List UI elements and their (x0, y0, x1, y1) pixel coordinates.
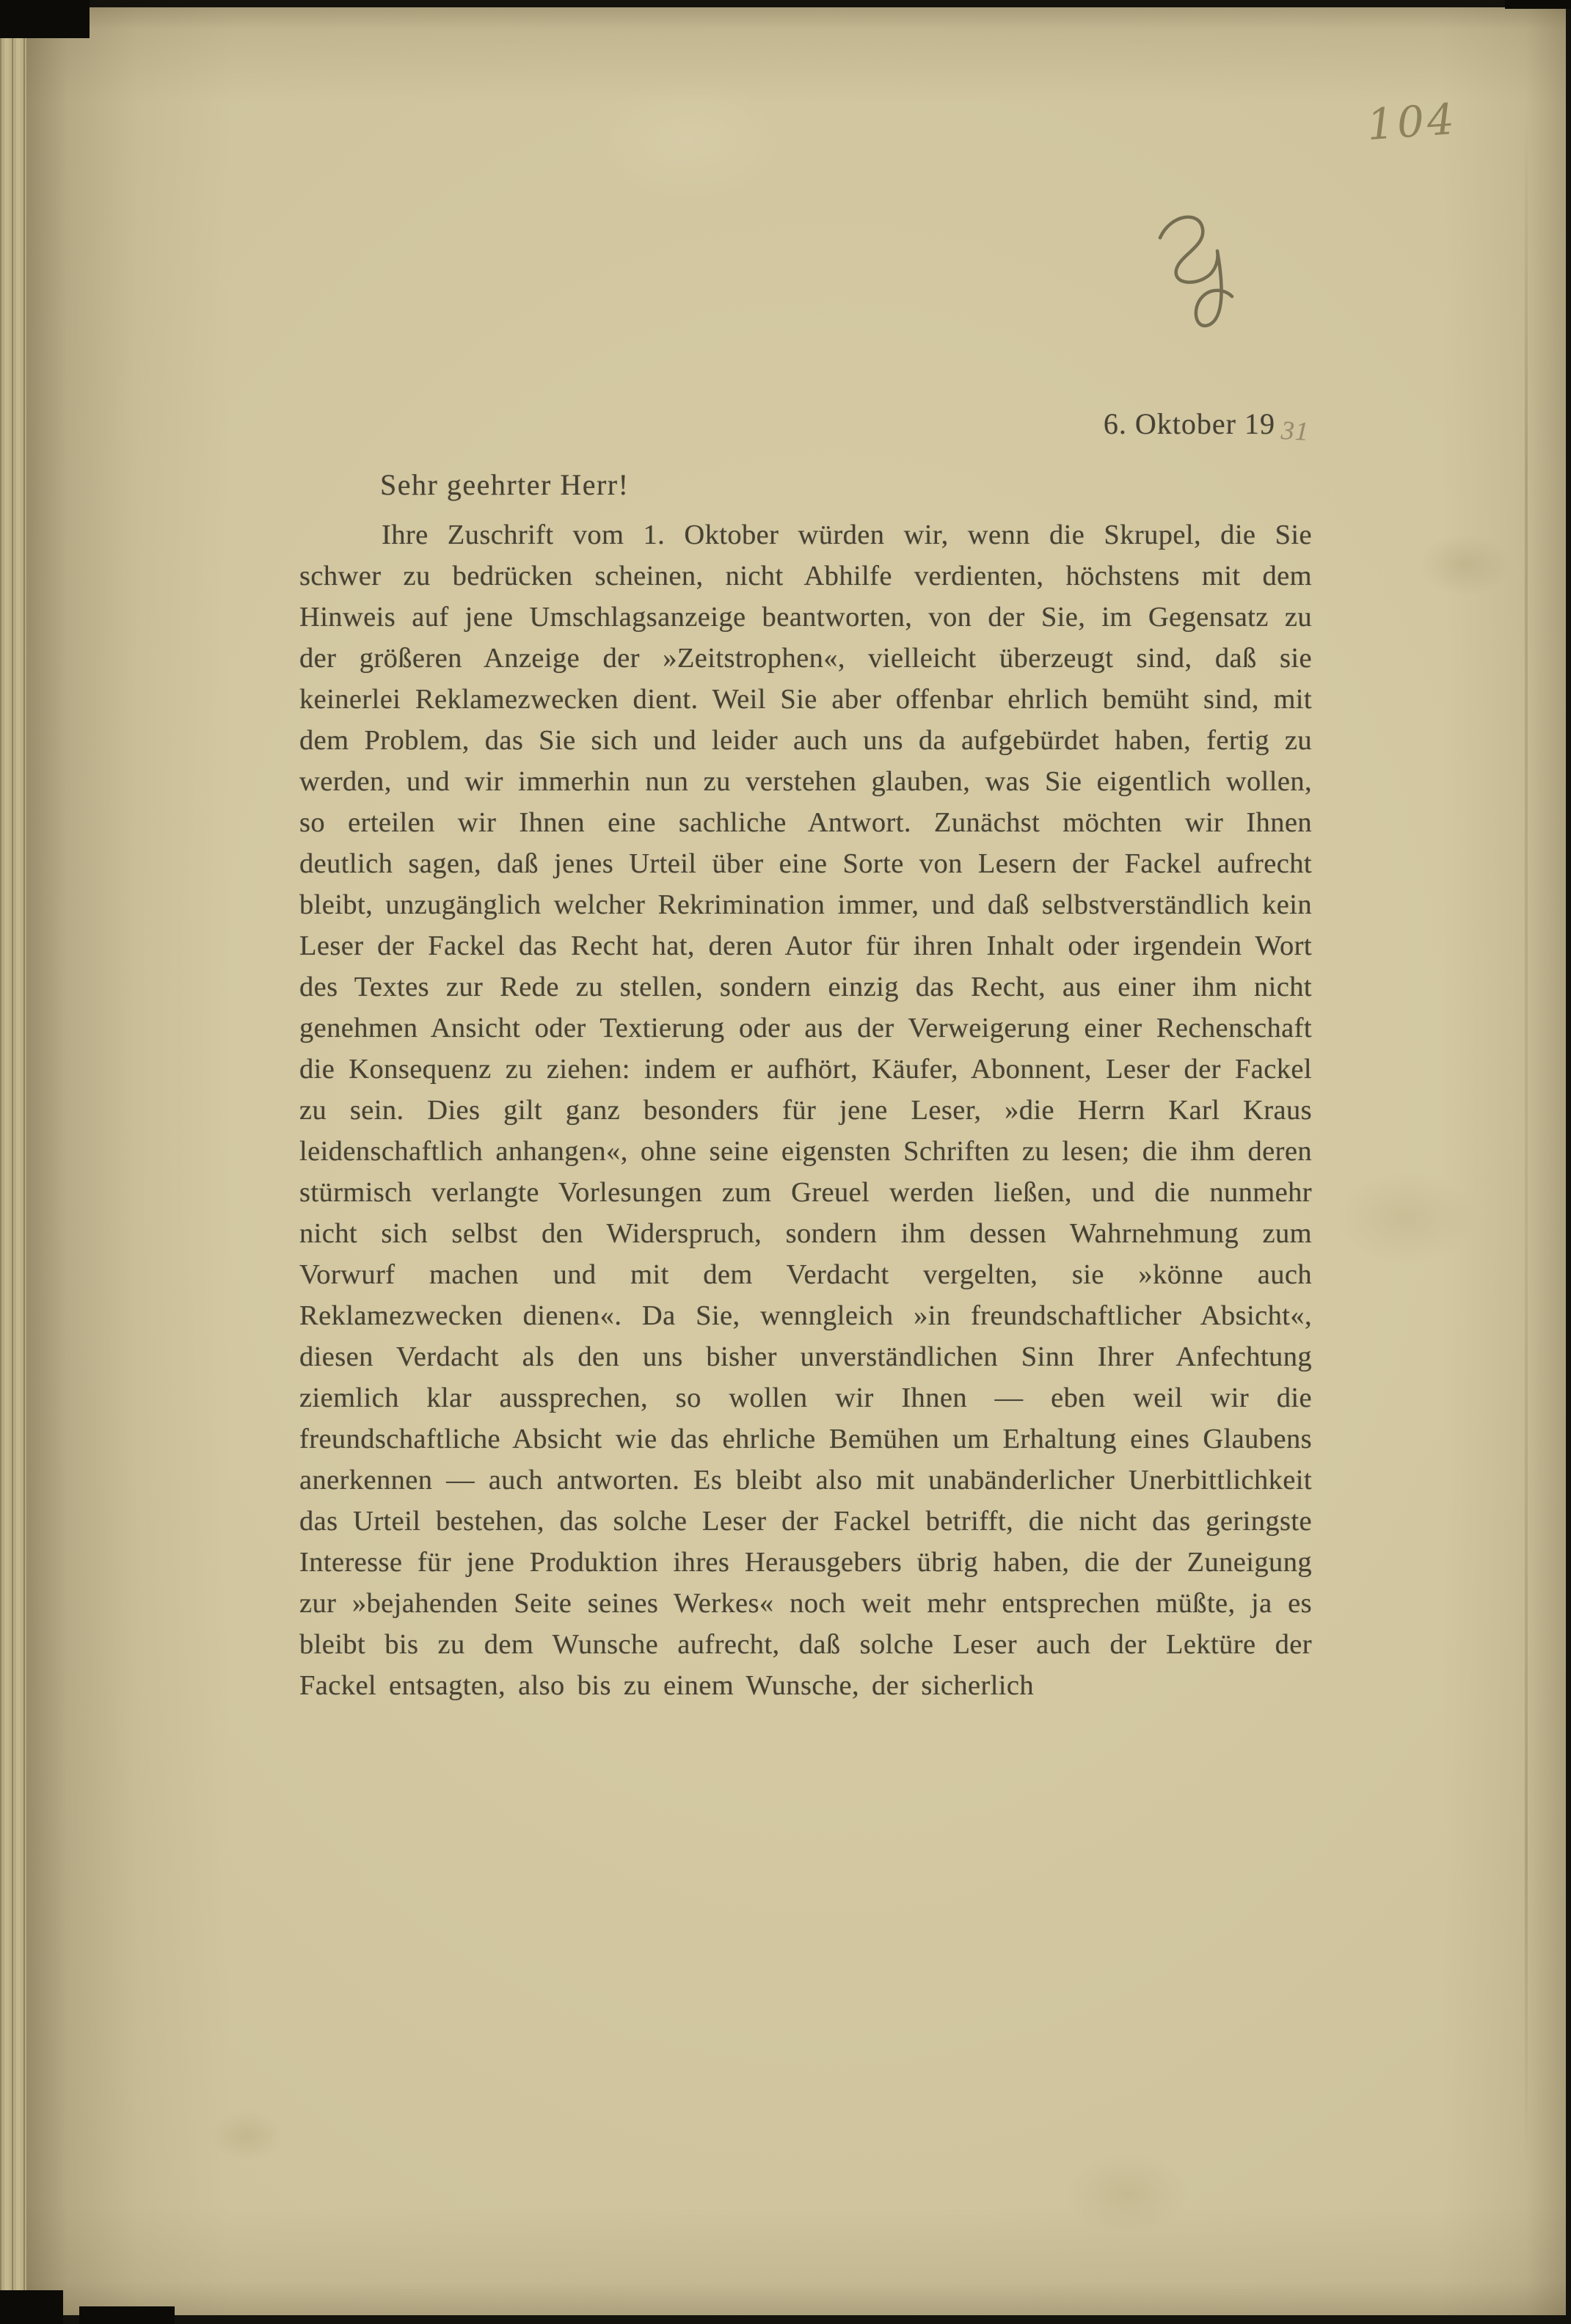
scan-bottom-tab (79, 2306, 175, 2324)
date-line (299, 404, 1312, 445)
book-page-edges (0, 37, 29, 2292)
salutation: Sehr geehrter Herr! (380, 468, 630, 501)
scan-corner-bottom-left (0, 2290, 63, 2324)
letter-body: Ihre Zuschrift vom 1. Oktober würden wir, wenn die Skrupel, die Sie schwer zu bedrücken scheinen, nicht Abhilfe verdienten, höchstens mit dem Hinweis auf jene Umschlagsanzeige beantworten, von der Sie, im Gegensatz zu der größeren Anzeige der »Zeitstrophen«, vielleicht überzeugt sind, daß sie keinerlei Reklamezwecken dient. Weil Sie aber offenbar ehrlich bemüht sind, mit dem Problem, das Sie sich und leider auch uns da aufgebürdet haben, fertig zu werden, und wir immerhin nun zu verstehen glauben, was Sie eigentlich wollen, so erteilen wir Ihnen eine sachliche Antwort. Zunächst möchten wir Ihnen deutlich sagen, daß jenes Urteil über eine Sorte von Lesern der Fackel aufrecht bleibt, unzugänglich welcher Rekrimination immer, und daß selbstverständlich kein Leser der Fackel das Recht hat, deren Autor für ihren Inhalt oder irgendein Wort des Textes zur Rede zu stellen, sondern einzig das Recht, aus einer ihm nicht genehmen Ansicht oder Textierung oder aus der Verweigerung einer Rechenschaft die Konsequenz zu ziehen: indem er aufhört, Käufer, Abonnent, Leser der Fackel zu sein. Dies gilt ganz besonders für jene Leser, »die Herrn Karl Kraus leidenschaftlich anhangen«, ohne seine eigensten Schriften zu lesen; die ihm deren stürmisch verlangte Vorlesungen zum Greuel werden ließen, und die nunmehr nicht sich selbst den Widerspruch, sondern ihm dessen Wahrnehmung zum Vorwurf machen und mit dem Verdacht vergelten, sie »könne auch Reklamezwecken dienen«. Da Sie, wenngleich »in freundschaftlicher Absicht«, diesen Verdacht als den uns bisher unverständlichen Sinn Ihrer Anfechtung ziemlich klar aussprechen, so wollen wir Ihnen — eben weil wir die freundschaftliche Absicht wie das ehrliche Bemühen um Erhaltung eines Glaubens anerkennen — auch antworten. Es bleibt also mit unabänderlicher Unerbittlichkeit das Urteil bestehen, das solche Leser der Fackel betrifft, die nicht das geringste Interesse für jene Produktion ihres Herausgebers übrig haben, die der Zuneigung zur »bejahenden Seite seines Werkes« noch weit mehr entsprechen müßte, ja es bleibt bis zu dem Wunsche aufrecht, daß solche Leser auch der Lektüre der Fackel entsagten, also bis zu einem Wunsche, der sicherlich (299, 520, 1312, 1701)
paper-crease (1525, 95, 1528, 2168)
date-handwritten-suffix: 31 (1280, 415, 1311, 446)
scan-corner-top-left (0, 0, 90, 38)
handwritten-page-number: 104 (1366, 93, 1459, 150)
date-printed: 6. Oktober 19 (1103, 407, 1275, 440)
handwritten-flourish (1131, 200, 1292, 361)
scan-corner-top-right (1505, 0, 1571, 9)
letter-text-block (299, 404, 1312, 1735)
letter-page (26, 7, 1566, 2315)
